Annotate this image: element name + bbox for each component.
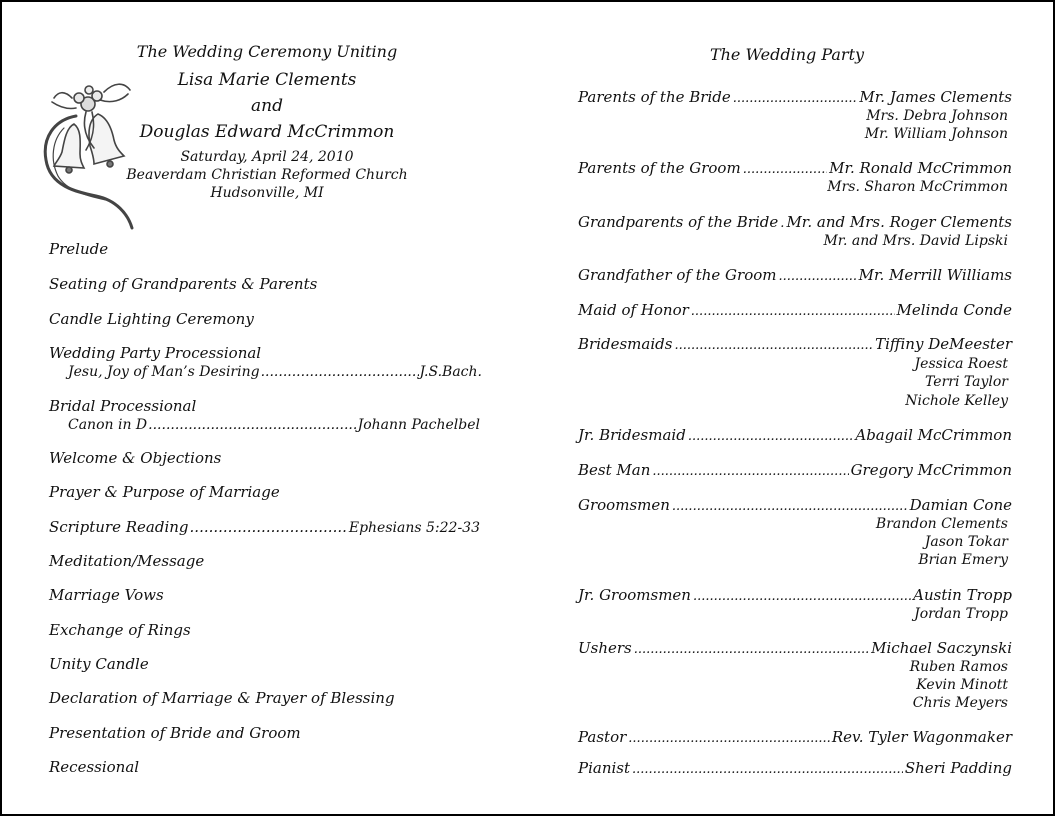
program-item-bridal-processional: Bridal Processional — [49, 397, 197, 415]
program-music-party — [68, 364, 482, 380]
party-role: Maid of Honor — [578, 301, 689, 319]
leader-dots — [691, 304, 895, 319]
music-composer: J.S.Bach. — [419, 364, 482, 380]
program-item-declaration: Declaration of Marriage & Prayer of Blessing — [49, 689, 395, 707]
party-row-groomsmen — [578, 496, 1012, 514]
party-name: Mrs. Sharon McCrimmon — [827, 179, 1008, 195]
leader-dots — [672, 499, 908, 514]
party-role: Grandfather of the Groom — [578, 266, 777, 284]
leader-dots — [190, 518, 348, 536]
program-item-candle-lighting: Candle Lighting Ceremony — [49, 310, 254, 328]
and-text: and — [251, 96, 283, 116]
party-name: Brandon Clements — [875, 516, 1008, 532]
party-row-parents-groom — [578, 159, 1012, 177]
party-name: Austin Tropp — [913, 586, 1012, 604]
party-name: Melinda Conde — [896, 301, 1012, 319]
party-role: Parents of the Groom — [578, 159, 741, 177]
party-role: Pianist — [578, 759, 631, 777]
wedding-party-title: The Wedding Party — [709, 45, 865, 64]
bride-name: Lisa Marie Clements — [177, 70, 357, 90]
party-row-maid-of-honor — [578, 301, 1012, 319]
leader-dots — [632, 762, 903, 777]
leader-dots — [780, 216, 784, 231]
program-item-party-processional: Wedding Party Processional — [49, 344, 262, 362]
leader-dots — [628, 731, 830, 746]
party-row-bridesmaids — [578, 335, 1012, 353]
program-item-meditation: Meditation/Message — [49, 552, 205, 570]
party-name: Gregory McCrimmon — [850, 461, 1012, 479]
leader-dots — [261, 364, 419, 380]
ceremony-heading: The Wedding Ceremony Uniting — [136, 42, 398, 61]
party-row-pastor — [578, 728, 1012, 746]
party-name: Jason Tokar — [924, 534, 1008, 550]
party-role: Bridesmaids — [578, 335, 673, 353]
scripture-reference: Ephesians 5:22-33 — [348, 520, 480, 536]
leader-dots — [652, 464, 848, 479]
party-row-ushers — [578, 639, 1012, 657]
party-name: Jessica Roest — [914, 356, 1008, 372]
leader-dots — [778, 269, 856, 284]
party-row-parents-bride — [578, 88, 1012, 106]
music-title: Canon in D — [68, 417, 148, 433]
party-name: Jordan Tropp — [914, 606, 1008, 622]
party-name: Mr. Merrill Williams — [858, 266, 1012, 284]
program-item-prayer: Prayer & Purpose of Marriage — [49, 483, 280, 501]
program-item-scripture — [49, 518, 480, 536]
party-row-pianist — [578, 759, 1012, 777]
party-role: Jr. Groomsmen — [578, 586, 691, 604]
party-name: Mr. and Mrs. David Lipski — [823, 233, 1008, 249]
party-name: Ruben Ramos — [909, 659, 1008, 675]
party-row-grandfather-groom — [578, 266, 1012, 284]
party-name: Abagail McCrimmon — [855, 426, 1012, 444]
party-row-jr-bridesmaid — [578, 426, 1012, 444]
party-role: Grandparents of the Bride — [578, 213, 779, 231]
program-item-presentation: Presentation of Bride and Groom — [49, 724, 301, 742]
party-row-grandparents-bride — [578, 213, 1012, 231]
party-row-jr-groomsmen — [578, 586, 1012, 604]
party-name: Mr. and Mrs. Roger Clements — [786, 213, 1012, 231]
party-role: Parents of the Bride — [578, 88, 731, 106]
party-role: Groomsmen — [578, 496, 670, 514]
leader-dots — [148, 417, 356, 433]
party-name: Mr. Ronald McCrimmon — [829, 159, 1012, 177]
party-name: Brian Emery — [918, 552, 1008, 568]
party-row-best-man — [578, 461, 1012, 479]
party-name: Tiffiny DeMeester — [875, 335, 1012, 353]
party-name: Michael Saczynski — [871, 639, 1012, 657]
leader-dots — [733, 91, 858, 106]
party-role: Best Man — [578, 461, 651, 479]
program-item-recessional: Recessional — [49, 758, 140, 776]
party-name: Kevin Minott — [916, 677, 1008, 693]
party-name: Damian Cone — [909, 496, 1012, 514]
party-name: Mr. William Johnson — [864, 126, 1008, 142]
party-name: Terri Taylor — [925, 374, 1008, 390]
leader-dots — [674, 338, 873, 353]
ceremony-date: Saturday, April 24, 2010 — [180, 149, 354, 165]
groom-name: Douglas Edward McCrimmon — [139, 122, 395, 142]
program-music-bridal — [68, 417, 480, 433]
leader-dots — [634, 642, 869, 657]
party-name: Chris Meyers — [912, 695, 1008, 711]
program-item-vows: Marriage Vows — [49, 586, 164, 604]
party-name: Sheri Padding — [904, 759, 1012, 777]
program-item-rings: Exchange of Rings — [49, 621, 191, 639]
leader-dots — [743, 162, 827, 177]
party-name: Nichole Kelley — [905, 393, 1008, 409]
leader-dots — [693, 589, 911, 604]
party-name: Rev. Tyler Wagonmaker — [831, 728, 1012, 746]
church-name: Beaverdam Christian Reformed Church — [126, 167, 408, 183]
scripture-label: Scripture Reading — [49, 518, 189, 536]
program-item-welcome: Welcome & Objections — [49, 449, 222, 467]
party-role: Jr. Bridesmaid — [578, 426, 686, 444]
music-composer: Johann Pachelbel — [357, 417, 480, 433]
program-item-seating: Seating of Grandparents & Parents — [49, 275, 318, 293]
leader-dots — [688, 429, 854, 444]
party-name: Mrs. Debra Johnson — [866, 108, 1008, 124]
church-city: Hudsonville, MI — [210, 185, 324, 201]
music-title: Jesu, Joy of Man’s Desiring — [68, 364, 260, 380]
program-item-unity: Unity Candle — [49, 655, 149, 673]
party-name: Mr. James Clements — [859, 88, 1012, 106]
party-role: Pastor — [578, 728, 627, 746]
program-item-prelude: Prelude — [49, 240, 109, 258]
party-role: Ushers — [578, 639, 632, 657]
